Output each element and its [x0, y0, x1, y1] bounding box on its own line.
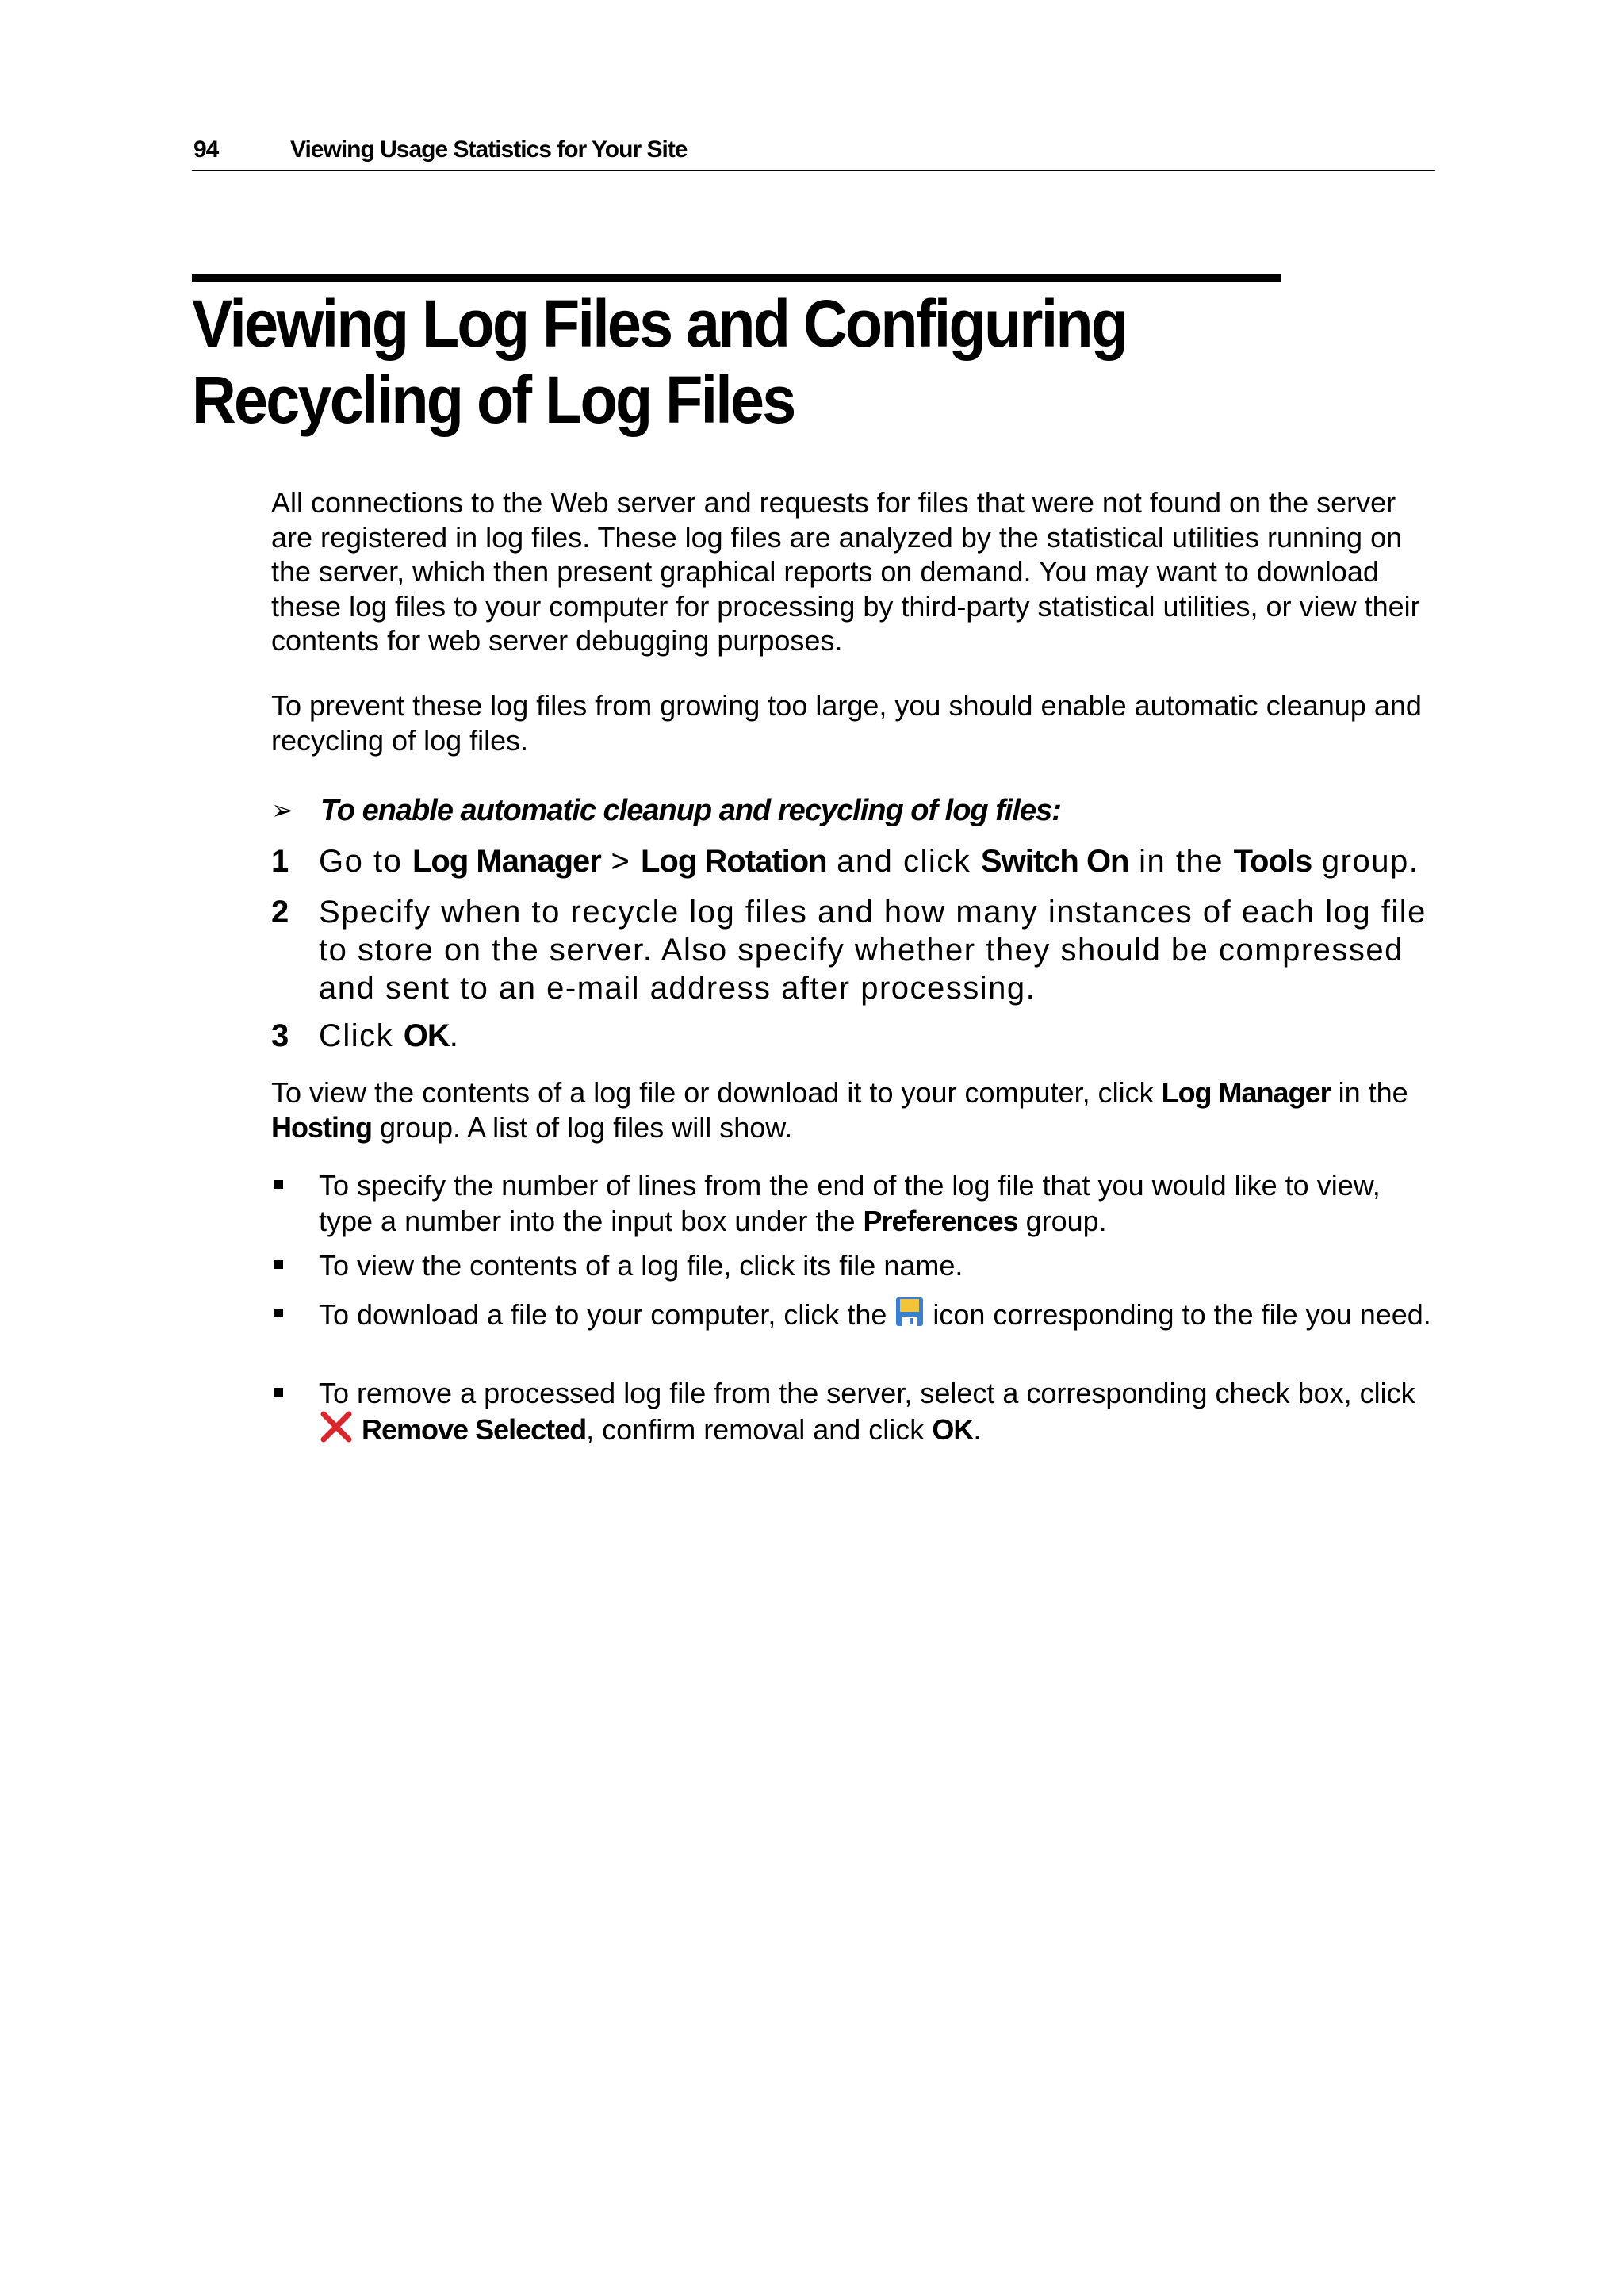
bullet-square [274, 1309, 283, 1317]
ui-label-log-rotation: Log Rotation [640, 844, 827, 879]
save-disk-icon [894, 1296, 925, 1328]
ui-label-remove-selected: Remove Selected [362, 1413, 587, 1446]
running-title: Viewing Usage Statistics for Your Site [290, 136, 688, 163]
ui-label-log-manager: Log Manager [1161, 1076, 1331, 1109]
step-number: 1 [271, 844, 289, 879]
heading-line-2: Recycling of Log Files [192, 362, 795, 437]
heading-line-1: Viewing Log Files and Configuring [192, 286, 1127, 361]
bullet-square [274, 1180, 283, 1189]
bullet-square [274, 1260, 283, 1269]
page-number: 94 [193, 136, 219, 163]
ui-label-ok: OK [932, 1413, 974, 1446]
page-header [192, 133, 1435, 171]
step-text: Click OK. [319, 1018, 460, 1053]
step-number: 2 [271, 895, 289, 930]
step-number: 3 [271, 1018, 289, 1053]
ui-label-log-manager: Log Manager [412, 844, 601, 879]
ui-label-hosting: Hosting [271, 1110, 372, 1144]
procedure-arrow-icon: ➢ [271, 795, 294, 826]
bullet-square [274, 1388, 283, 1397]
view-logs-paragraph: To view the contents of a log file or download it to your computer, click Log Manager in the Hosting group. A list of log files will show. [271, 1076, 1408, 1144]
intro-paragraph: All connections to the Web server and requests for files that were not found on the server are registered in log files. These log files are analyzed by the statistical utilities running on the server, which then present graphical reports on demand. You may want to download these log files to your computer for processing by third-party statistical utilities, or view their contents for web server debugging purposes. [271, 486, 1420, 657]
ui-label-ok: OK [403, 1018, 450, 1053]
procedure-title: To enable automatic cleanup and recycling of log files: [320, 794, 1061, 827]
step-text: Specify when to recycle log files and how many instances of each log file to store on the server. Also specify whether they should be compressed and sent to an e-mail address after processing. [319, 895, 1427, 1006]
remove-x-icon [319, 1411, 354, 1443]
ui-label-tools: Tools [1233, 844, 1312, 879]
section-heading [192, 286, 1213, 438]
step-text: Go to Log Manager > Log Rotation and click Switch On in the Tools group. [319, 844, 1419, 879]
cleanup-paragraph: To prevent these log files from growing too large, you should enable automatic cleanup and recycling of log files. [271, 689, 1422, 757]
heading-rule [192, 274, 1281, 282]
ui-label-switch-on: Switch On [980, 844, 1129, 879]
ui-label-preferences: Preferences [863, 1205, 1018, 1237]
